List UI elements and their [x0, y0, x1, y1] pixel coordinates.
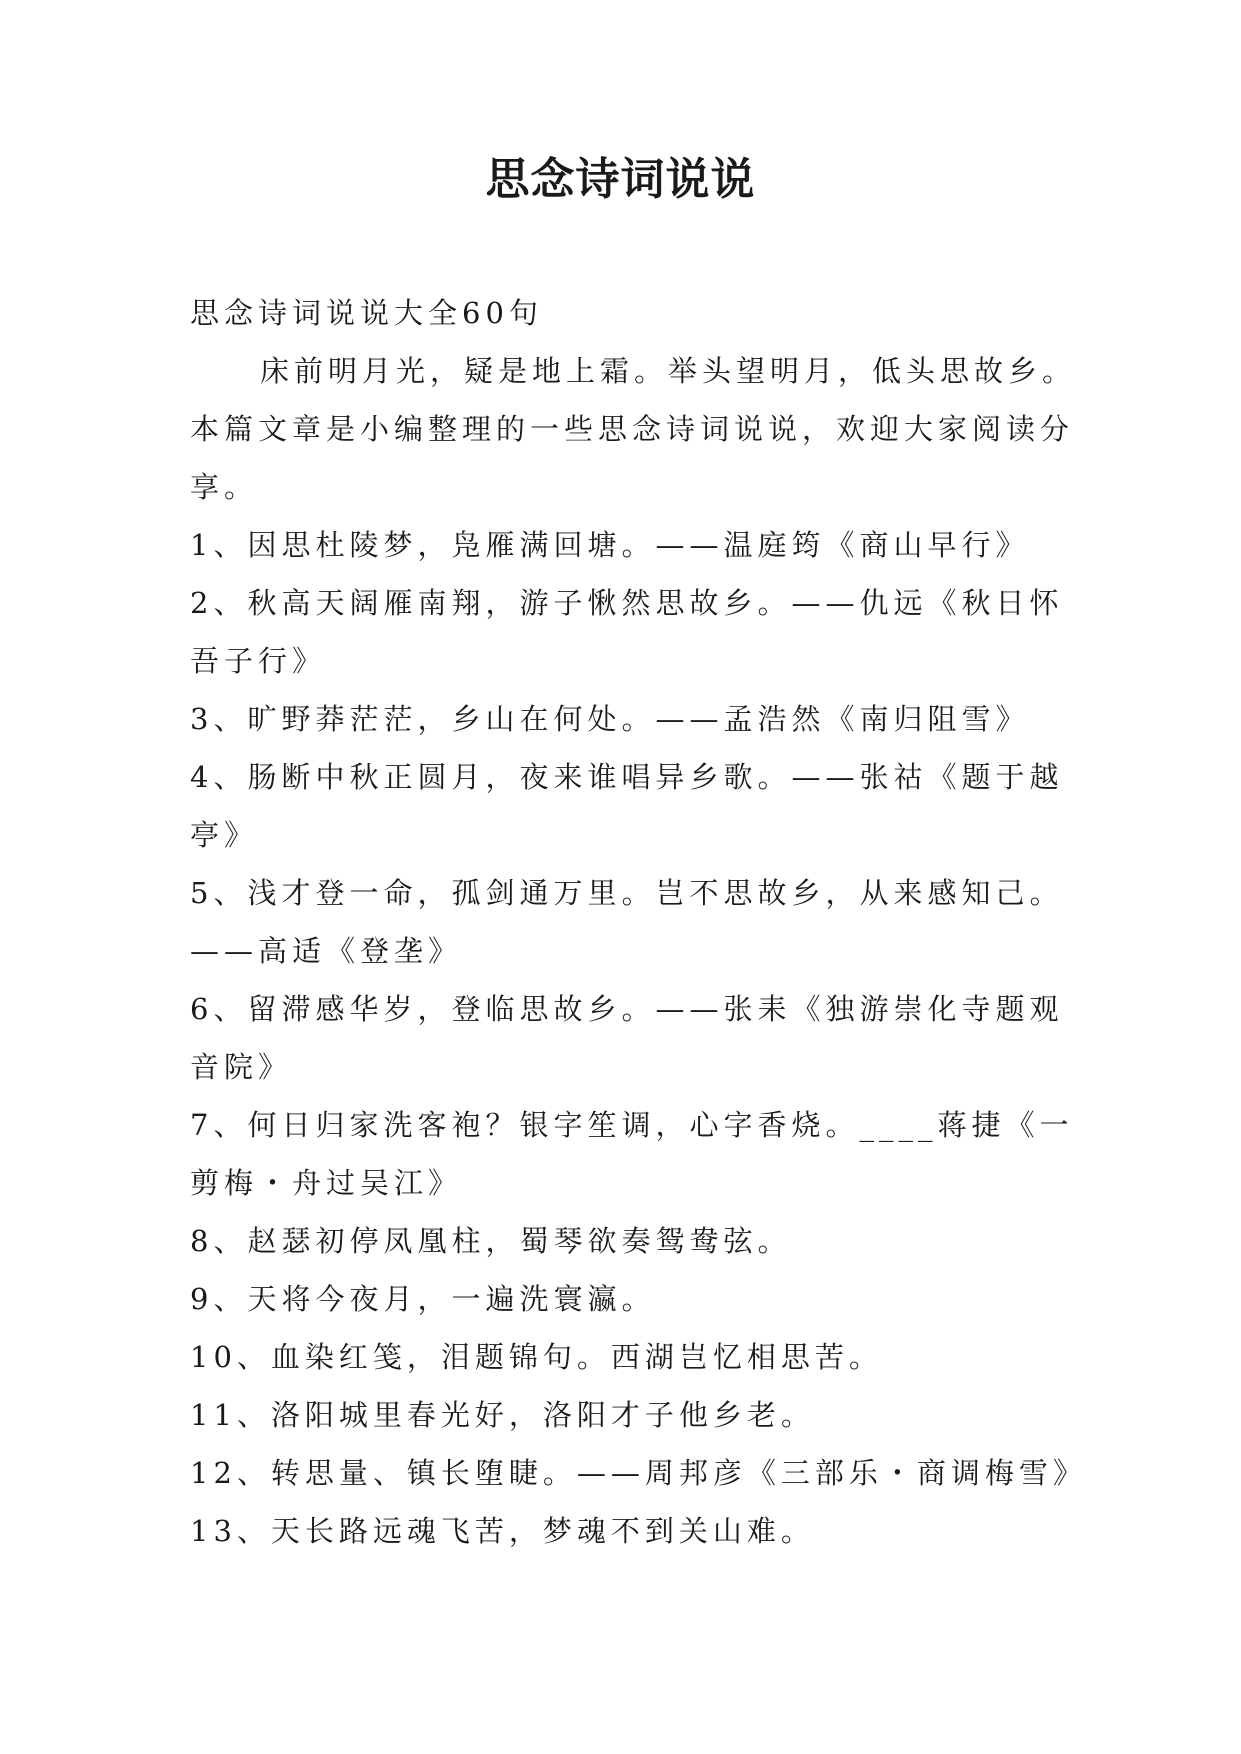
- list-item: 10、血染红笺，泪题锦句。西湖岂忆相思苦。: [190, 1340, 883, 1374]
- subtitle: 思念诗词说说大全60句: [190, 296, 543, 330]
- list-item: 11、洛阳城里春光好，洛阳才子他乡老。: [190, 1398, 815, 1432]
- list-item: 7、何日归家洗客袍？银字笙调，心字香烧。____蒋捷《一剪梅・舟过吴江》: [190, 1108, 1074, 1200]
- list-item: 5、浅才登一命，孤剑通万里。岂不思故乡，从来感知己。——高适《登垄》: [190, 876, 1064, 968]
- list-item: 6、留滞感华岁，登临思故乡。——张耒《独游崇化寺题观音院》: [190, 992, 1064, 1084]
- page-title: 思念诗词说说: [485, 154, 756, 205]
- list-item: 8、赵瑟初停凤凰柱，蜀琴欲奏鸳鸯弦。: [190, 1224, 792, 1258]
- list-item: 4、肠断中秋正圆月，夜来谁唱异乡歌。——张祜《题于越亭》: [190, 760, 1064, 852]
- list-item: 9、天将今夜月，一遍洗寰瀛。: [190, 1282, 656, 1316]
- list-item: 12、转思量、镇长堕睫。——周邦彦《三部乐・商调梅雪》: [190, 1456, 1087, 1490]
- list-item: 2、秋高天阔雁南翔，游子愀然思故乡。——仇远《秋日怀吾子行》: [190, 586, 1064, 678]
- intro-paragraph: 床前明月光，疑是地上霜。举头望明月，低头思故乡。本篇文章是小编整理的一些思念诗词说说，欢迎大家阅读分享。: [190, 354, 1077, 504]
- document-body: [190, 284, 1087, 1560]
- list-item: 1、因思杜陵梦，凫雁满回塘。——温庭筠《商山早行》: [190, 528, 1030, 562]
- list-item: 3、旷野莽茫茫，乡山在何处。——孟浩然《南归阻雪》: [190, 702, 1030, 736]
- list-item: 13、天长路远魂飞苦，梦魂不到关山难。: [190, 1514, 815, 1548]
